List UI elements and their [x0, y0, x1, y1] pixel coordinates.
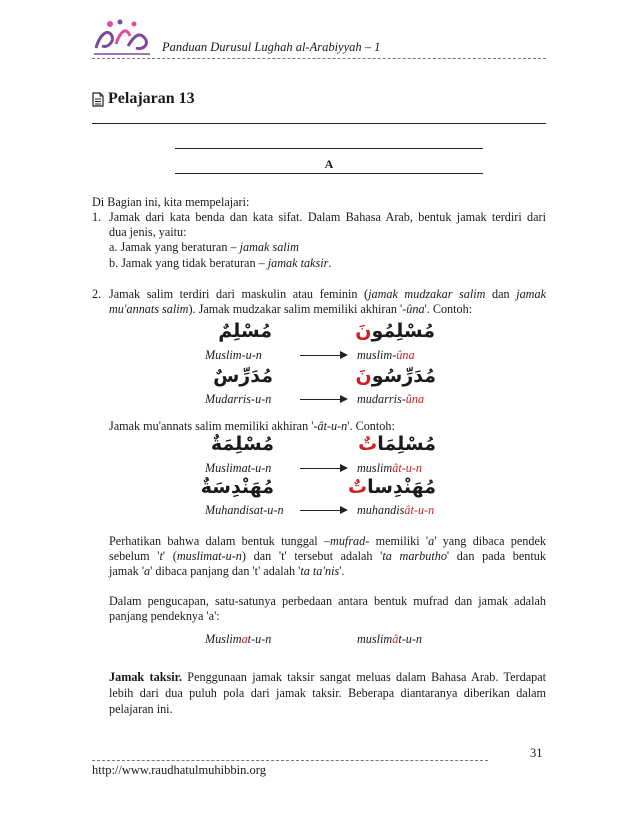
- section-label: A: [324, 157, 334, 171]
- heading-rule: [92, 123, 546, 124]
- lesson-heading-text: Pelajaran 13: [108, 90, 195, 107]
- term-jamak-salim: jamak salim: [239, 240, 299, 254]
- taksir-line3: pelajaran ini.: [109, 702, 173, 716]
- latin-plural: mudarris-ûna: [357, 392, 425, 406]
- item1-line2: dua jenis, yaitu:: [109, 225, 187, 239]
- pronunciation-line2: panjang pendeknya 'a':: [109, 609, 220, 623]
- fem-intro: Jamak mu'annats salim memiliki akhiran '-ât-u-n'. Contoh:: [109, 419, 395, 433]
- arabic-plural: مُدَرِّسُونَ: [355, 365, 436, 387]
- arabic-plural: مُسْلِمُونَ: [355, 320, 435, 342]
- item1-a: a. Jamak yang beraturan – jamak salim: [109, 240, 299, 254]
- arabic-plural: مُسْلِمَاتٌ: [358, 433, 436, 455]
- item1-line1: Jamak dari kata benda dan kata sifat. Dalam Bahasa Arab, bentuk jamak terdiri dari: [109, 210, 546, 224]
- pronunciation-plural: muslimât-u-n: [357, 632, 423, 646]
- arabic-plural: مُهَنْدِساتٌ: [348, 476, 436, 498]
- arabic-singular: مُسْلِمَةٌ: [210, 433, 274, 455]
- note-line1: Perhatikan bahwa dalam bentuk tunggal –mufrad- memiliki 'a' yang dibaca pendek: [109, 534, 547, 548]
- arrow-icon: [300, 395, 348, 403]
- arrow-icon: [300, 351, 348, 359]
- note-line3: jamak 'a' dibaca panjang dan 't' adalah 'ta ta'nis'.: [109, 564, 345, 578]
- item1-number: 1.: [92, 210, 102, 224]
- latin-singular: Mudarris-u-n: [205, 392, 272, 406]
- latin-plural: muslim-ûna: [357, 348, 415, 362]
- arabic-singular: مُهَنْدِسَةٌ: [200, 476, 274, 498]
- latin-plural: muslimât-u-n: [357, 461, 423, 475]
- arrow-icon: [300, 464, 348, 472]
- header-title: Panduan Durusul Lughah al-Arabiyyah – 1: [162, 40, 381, 54]
- pronunciation-singular: Muslimat-u-n: [205, 632, 272, 646]
- footer-url[interactable]: http://www.raudhatulmuhibbin.org: [92, 763, 266, 777]
- latin-plural: muhandisât-u-n: [357, 503, 435, 517]
- section-box: [175, 148, 483, 174]
- taksir-term: Jamak taksir.: [109, 670, 182, 684]
- footer-rule: [92, 760, 488, 761]
- item2-number: 2.: [92, 287, 102, 301]
- document-icon: [92, 92, 104, 107]
- header-rule: [92, 58, 546, 59]
- item2-line2: mu'annats salim). Jamak mudzakar salim memiliki akhiran '-ûna'. Contoh:: [109, 302, 473, 316]
- page-number: 31: [530, 746, 543, 760]
- term-jamak-taksir: jamak taksir: [267, 256, 329, 270]
- pronunciation-line1: Dalam pengucapan, satu-satunya perbedaan antara bentuk mufrad dan jamak adalah: [109, 594, 546, 608]
- lesson-heading: [92, 90, 195, 108]
- latin-singular: Muslim-u-n: [205, 348, 262, 362]
- latin-singular: Muslimat-u-n: [205, 461, 272, 475]
- taksir-line1: Jamak taksir. Penggunaan jamak taksir sangat meluas dalam Bahasa Arab. Terdapat: [109, 670, 546, 684]
- item1-b: b. Jamak yang tidak beraturan – jamak taksir.: [109, 256, 332, 270]
- taksir-line2: lebih dari dua puluh pola dari jamak taksir. Beberapa diantaranya diberikan dalam: [109, 686, 546, 700]
- arabic-singular: مُدَرِّسٌ: [213, 365, 273, 387]
- arabic-singular: مُسْلِمٌ: [218, 320, 272, 342]
- logo-icon: [90, 14, 156, 58]
- arrow-icon: [300, 506, 348, 514]
- latin-singular: Muhandisat-u-n: [205, 503, 284, 517]
- intro-line: Di Bagian ini, kita mempelajari:: [92, 195, 250, 209]
- item2-line1: Jamak salim terdiri dari maskulin atau feminin (jamak mudzakar salim dan jamak: [109, 287, 546, 301]
- note-line2: sebelum 't' (muslimat-u-n) dan 't' tersebut adalah 'ta marbutho' dan pada bentuk: [109, 549, 546, 563]
